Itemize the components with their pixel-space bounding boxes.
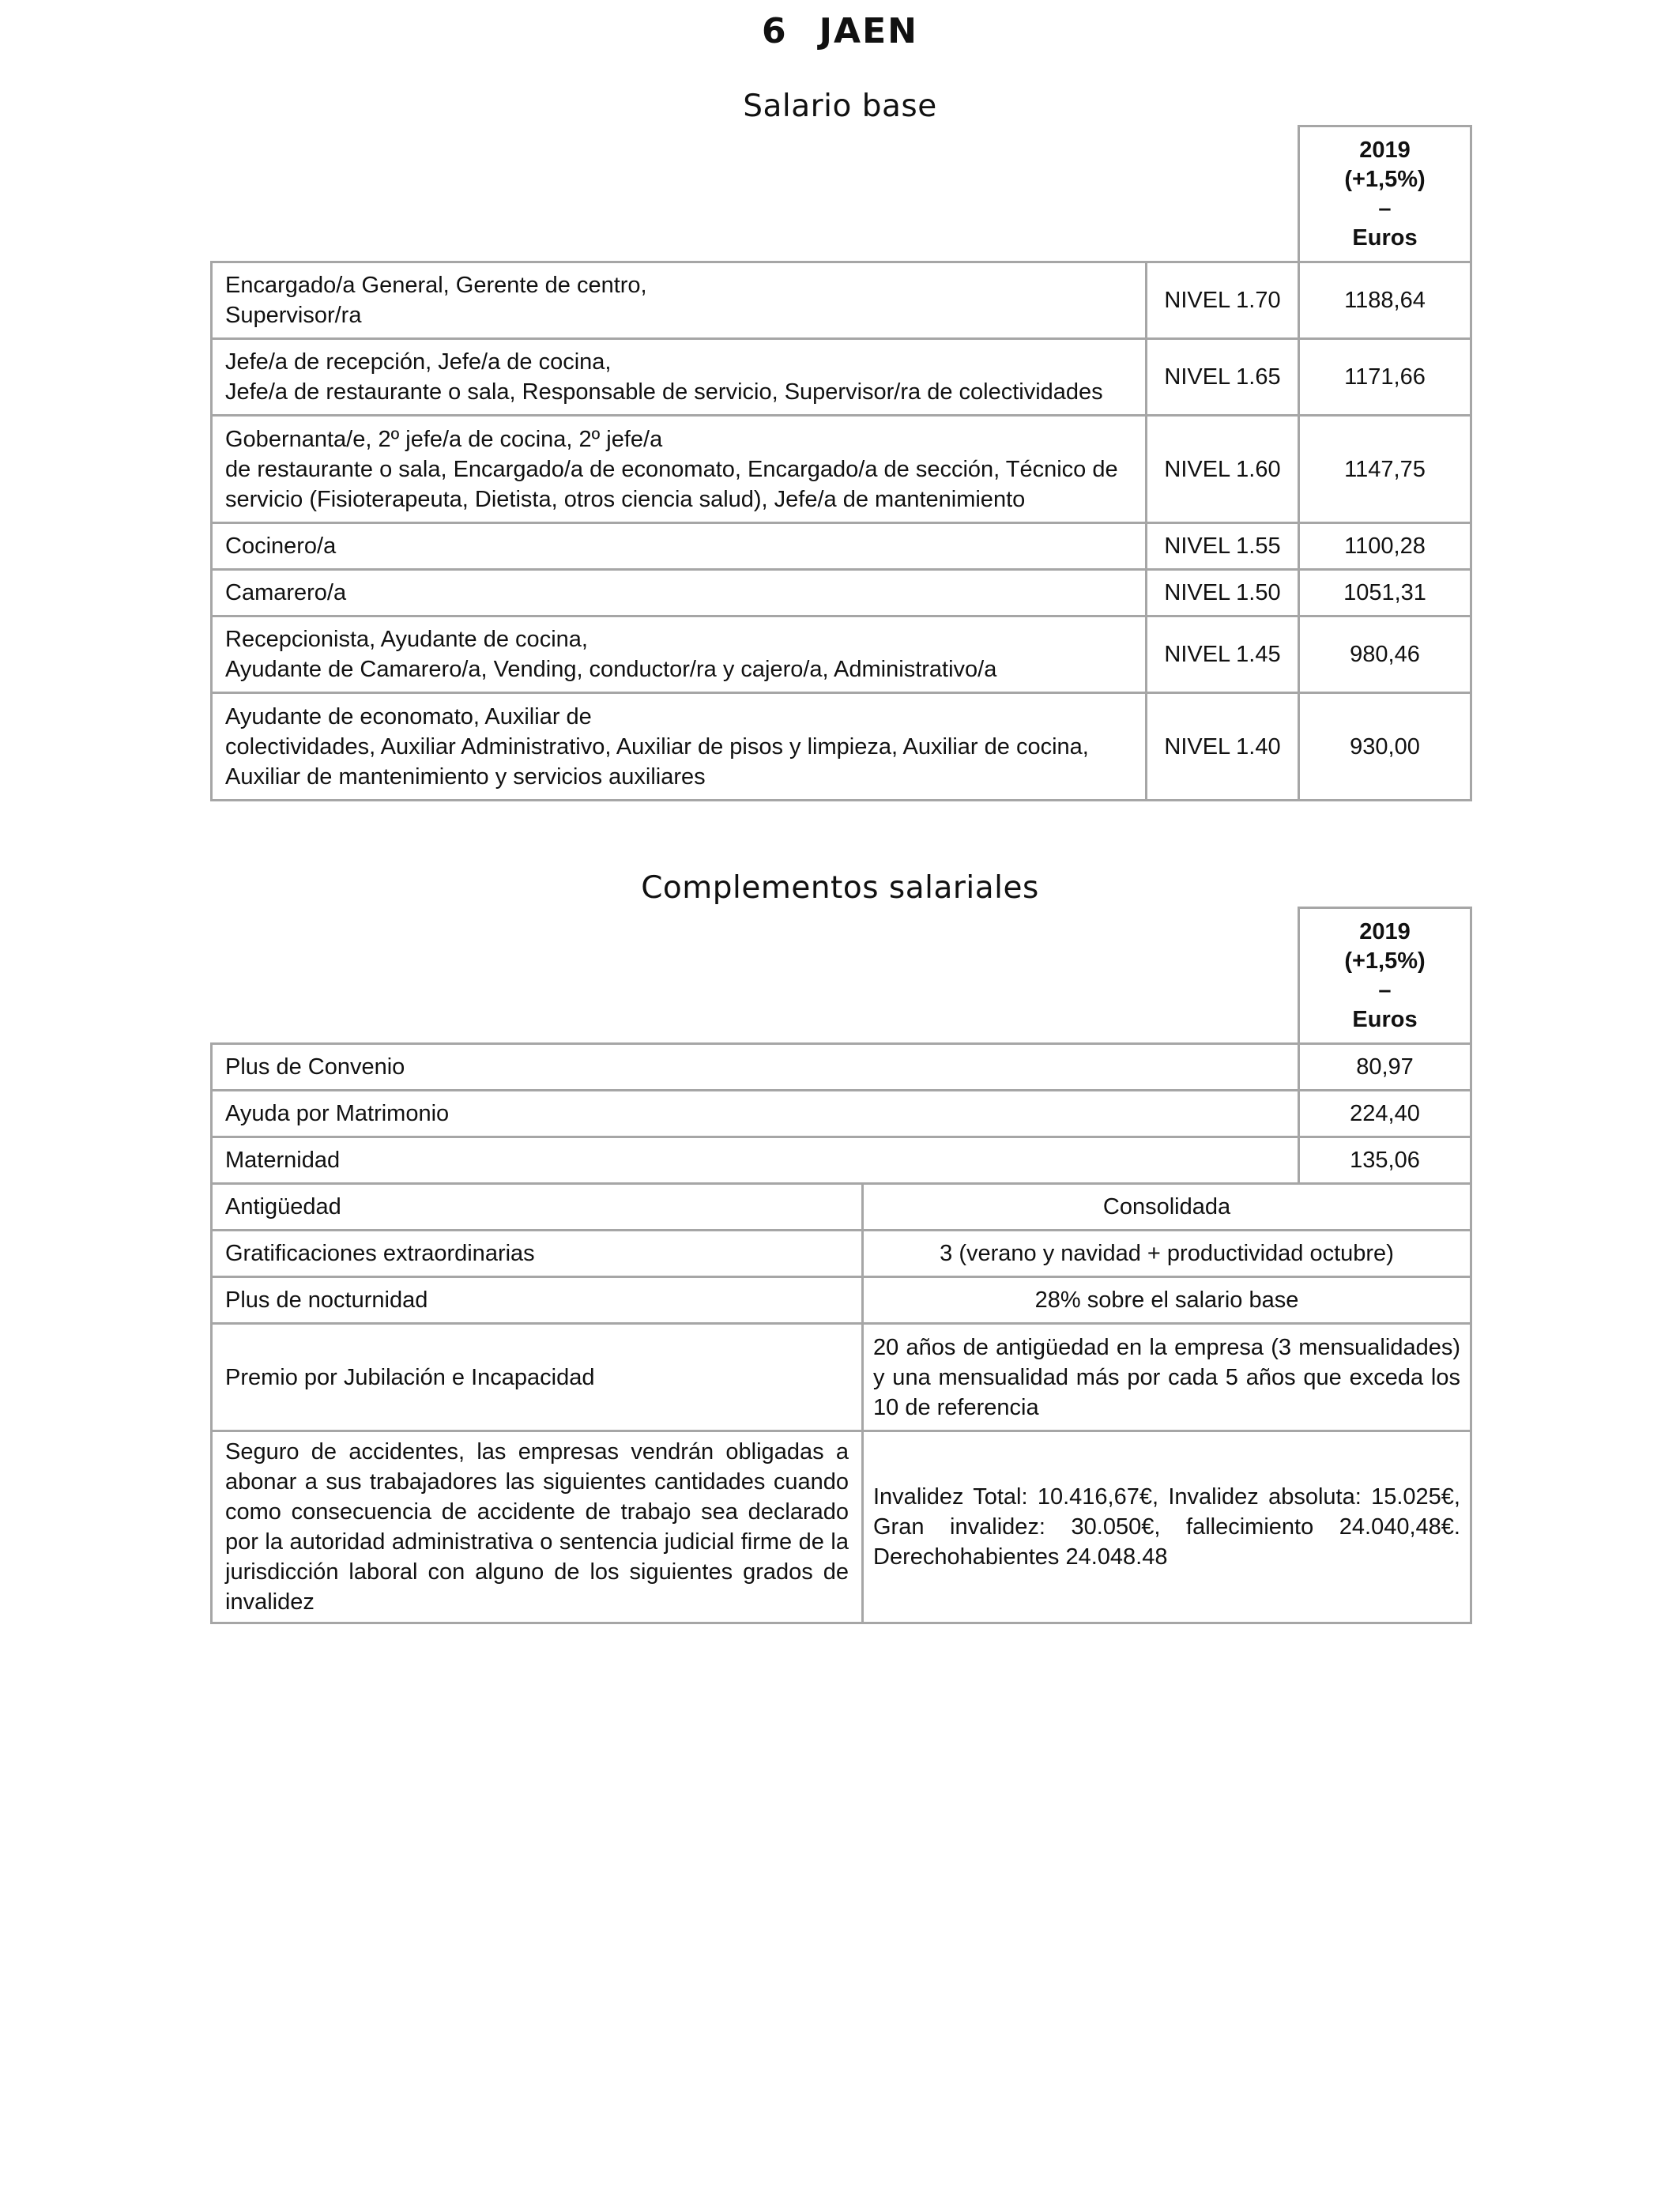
table-row [212, 693, 1471, 801]
table-row [212, 570, 1471, 616]
category-cell: Gobernanta/e, 2º jefe/a de cocina, 2º jefe/a de restaurante o sala, Encargado/a de economato, Encargado/a de sección, Técnico de servicio (Fisioterapeuta, Dietista, otros ciencia salud), Jefe/a de mantenimiento [212, 416, 1147, 523]
level-cell: NIVEL 1.70 [1147, 262, 1299, 339]
complementos-header-row [212, 908, 1471, 1044]
value-cell: 1188,64 [1299, 262, 1471, 339]
page-title [0, 11, 1680, 51]
detail-cell: 20 años de antigüedad en la empresa (3 mensualidades) y una mensualidad más por cada 5 años que exceda los 10 de referencia [863, 1324, 1471, 1431]
salario-base-header-row [212, 126, 1471, 262]
section-number: 6 [762, 11, 788, 51]
detail-cell: Invalidez Total: 10.416,67€, Invalidez absoluta: 15.025€, Gran invalidez: 30.050€, fallecimiento 24.040,48€. Derechohabientes 24.048.48 [863, 1431, 1471, 1623]
category-cell: Recepcionista, Ayudante de cocina, Ayudante de Camarero/a, Vending, conductor/ra y cajero/a, Administrativo/a [212, 616, 1147, 693]
concept-cell: Ayuda por Matrimonio [212, 1091, 1299, 1137]
value-cell: 1100,28 [1299, 523, 1471, 570]
complementos-title: Complementos salariales [641, 870, 1039, 906]
concept-cell: Plus de Convenio [212, 1044, 1299, 1091]
level-cell: NIVEL 1.45 [1147, 616, 1299, 693]
category-cell: Camarero/a [212, 570, 1147, 616]
category-cell: Jefe/a de recepción, Jefe/a de cocina, Jefe/a de restaurante o sala, Responsable de servicio, Supervisor/ra de colectividades [212, 339, 1147, 416]
detail-cell: Consolidada [863, 1184, 1471, 1231]
category-cell: Cocinero/a [212, 523, 1147, 570]
detail-cell: 28% sobre el salario base [863, 1277, 1471, 1324]
section-name: JAEN [819, 11, 918, 51]
value-cell: 930,00 [1299, 693, 1471, 801]
year-header: 2019 (+1,5%) – Euros [1299, 908, 1471, 1044]
table-row [212, 1184, 1471, 1231]
year-header: 2019 (+1,5%) – Euros [1299, 126, 1471, 262]
value-cell: 224,40 [1299, 1091, 1471, 1137]
table-row [212, 616, 1471, 693]
level-cell: NIVEL 1.50 [1147, 570, 1299, 616]
table-row [212, 1431, 1471, 1623]
level-cell: NIVEL 1.55 [1147, 523, 1299, 570]
level-cell: NIVEL 1.60 [1147, 416, 1299, 523]
table-row [212, 1091, 1471, 1137]
complementos-table [210, 907, 1472, 1624]
value-cell: 135,06 [1299, 1137, 1471, 1184]
detail-cell: 3 (verano y navidad + productividad octubre) [863, 1231, 1471, 1277]
table-row [212, 262, 1471, 339]
concept-cell: Seguro de accidentes, las empresas vendrán obligadas a abonar a sus trabajadores las siguientes cantidades cuando como consecuencia de accidente de trabajo sea declarado por la autoridad administrativa o sentencia judicial firme de la jurisdicción laboral con alguno de los siguientes grados de invalidez [212, 1431, 863, 1623]
table-row [212, 339, 1471, 416]
value-cell: 1171,66 [1299, 339, 1471, 416]
value-cell: 1147,75 [1299, 416, 1471, 523]
concept-cell: Gratificaciones extraordinarias [212, 1231, 863, 1277]
concept-cell: Premio por Jubilación e Incapacidad [212, 1324, 863, 1431]
table-row [212, 416, 1471, 523]
category-cell: Encargado/a General, Gerente de centro, Supervisor/ra [212, 262, 1147, 339]
category-cell: Ayudante de economato, Auxiliar de colectividades, Auxiliar Administrativo, Auxiliar de pisos y limpieza, Auxiliar de cocina, Auxiliar de mantenimiento y servicios auxiliares [212, 693, 1147, 801]
table-row [212, 1137, 1471, 1184]
value-cell: 1051,31 [1299, 570, 1471, 616]
salario-base-table [210, 125, 1472, 801]
table-row [212, 523, 1471, 570]
table-row [212, 1277, 1471, 1324]
concept-cell: Antigüedad [212, 1184, 863, 1231]
table-row [212, 1044, 1471, 1091]
table-row [212, 1231, 1471, 1277]
value-cell: 980,46 [1299, 616, 1471, 693]
salario-base-title: Salario base [743, 89, 937, 124]
concept-cell: Plus de nocturnidad [212, 1277, 863, 1324]
concept-cell: Maternidad [212, 1137, 1299, 1184]
level-cell: NIVEL 1.65 [1147, 339, 1299, 416]
table-row [212, 1324, 1471, 1431]
value-cell: 80,97 [1299, 1044, 1471, 1091]
level-cell: NIVEL 1.40 [1147, 693, 1299, 801]
